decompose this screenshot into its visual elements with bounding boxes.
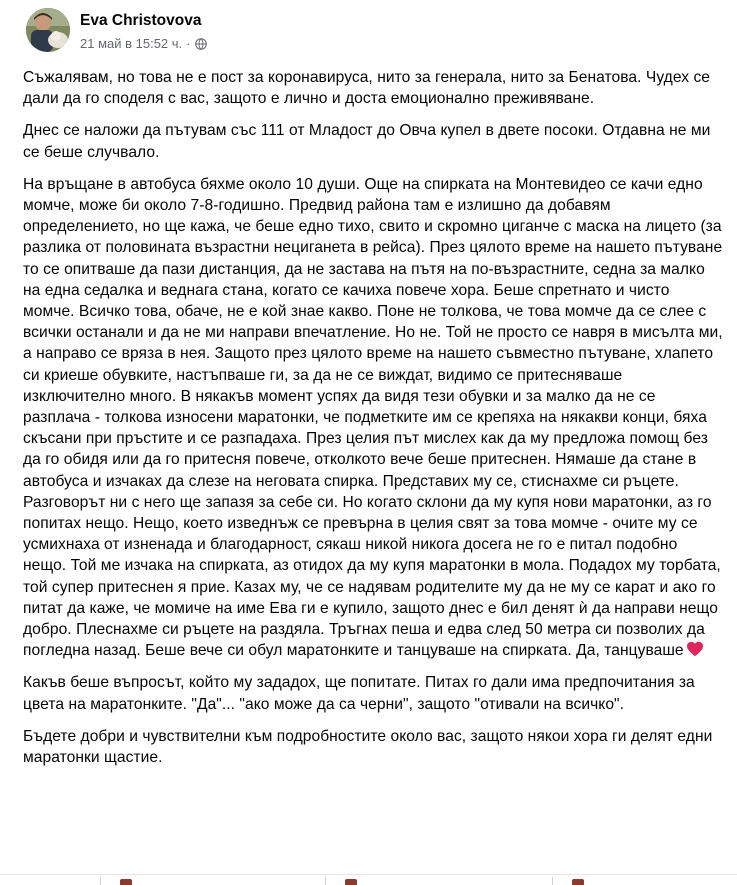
- reaction-icon[interactable]: [343, 878, 359, 885]
- paragraph-3-text: На връщане в автобуса бяхме около 10 души. Още на спирката на Монтевидео се качи едно момче, може би около 7-8-годишно. Предвид района там е излишно да добавям определението, но ще кажа, че беше едно тихо, свито и скромно циганче с маска на лицето (за разлика от половината възрастни нециганета в рейса). През цялото време на нашето пътуване то се опитваше да пази дистанция, да не застава на пътя на по-възрастните, седна за малко на една седалка и веднага стана, когато се качиха повече хора. Беше спретнато и чисто момче. Всичко това, обаче, не е кой знае какво. Поне не толкова, че това момче да се слее с всички останали и да не ми направи впечатление. Но не. Той не просто се навря в мисълта ми, а направо се вряза в нея. Защото през цялото време на нашето съвместно пътуване, хлапето си криеше обувките, настъпваше ги, за да не се виждат, видимо се притесняваше изключително много. В някакъв момент успях да видя тези обувки и за малко да не се разплача - толкова износени маратонки, че подметките им се крепяха на някакви конци, бяха скъсани при пръстите и се разпадаха. През целия път мислех как да му предложа помощ без да го обидя или да го притесня повече, отколкото вече беше притеснен. Нямаше да стане в автобуса и изчаках да слезе на неговата спирка. Представих му се, стиснахме си ръцете. Разговорът ни с него ще запазя за себе си. Но когато склони да му купя нови маратонки, аз го попитах нещо. Нещо, което изведнъж се превърна в целия свят за това момче - очите му се усмихнаха от изненада и благодарност, сякаш никой никога досега не го е питал подобно нещо. Той ме изчака на спирката, аз отидох да му купя маратонки в мола. Подадох му торбата, той супер притеснен я прие. Казах му, че се надявам родителите му да не му се карат и ако го питат да каже, че момиче на име Ева ги е купило, защото днес е бил денят ѝ да направи нещо добро. Плеснахме си ръцете на раздяла. Тръгнах пеша и едва след 50 метра си позволих да погледна назад. Беше вече си обул маратонките и танцуваше на спирката. Да, танцуваше: [23, 175, 723, 660]
- reactions-bar-edge: [0, 874, 737, 885]
- avatar-photo: [26, 8, 70, 52]
- paragraph-5: Бъдете добри и чувствителни към подробностите около вас, защото някои хора ги делят едни маратонки щастие.: [23, 727, 713, 767]
- author-avatar[interactable]: [26, 8, 70, 52]
- divider: [325, 877, 326, 885]
- paragraph-1: Съжалявам, но това не е пост за коронавируса, нито за генерала, нито за Бенатова. Чудех се дали да го споделя с вас, защото е лично и доста емоционално преживяване.: [23, 69, 711, 108]
- author-name[interactable]: Eva Christovova: [80, 12, 202, 29]
- divider: [552, 877, 553, 885]
- post-body: [23, 67, 723, 779]
- paragraph-2: Днес се наложи да пътувам със 111 от Младост до Овча купел в двете посоки. Отдавна не ми се беше случвало.: [23, 122, 711, 161]
- post-timestamp[interactable]: 21 май в 15:52 ч.: [80, 36, 183, 51]
- paragraph-4: Какъв беше въпросът, който му зададох, ще попитате. Питах го дали има предпочитания за цвета на маратонките. "Да"... "ако може да са черни", защото "отивали на всичко".: [23, 674, 695, 713]
- post-header: [26, 8, 426, 56]
- reaction-icon[interactable]: [570, 878, 586, 885]
- paragraph-3: [23, 174, 723, 662]
- red-heart-icon: [686, 641, 704, 657]
- globe-icon[interactable]: [195, 38, 207, 50]
- post-meta: [80, 36, 207, 51]
- reaction-icon[interactable]: [118, 878, 134, 885]
- divider: [100, 877, 101, 885]
- meta-separator: ·: [186, 36, 191, 51]
